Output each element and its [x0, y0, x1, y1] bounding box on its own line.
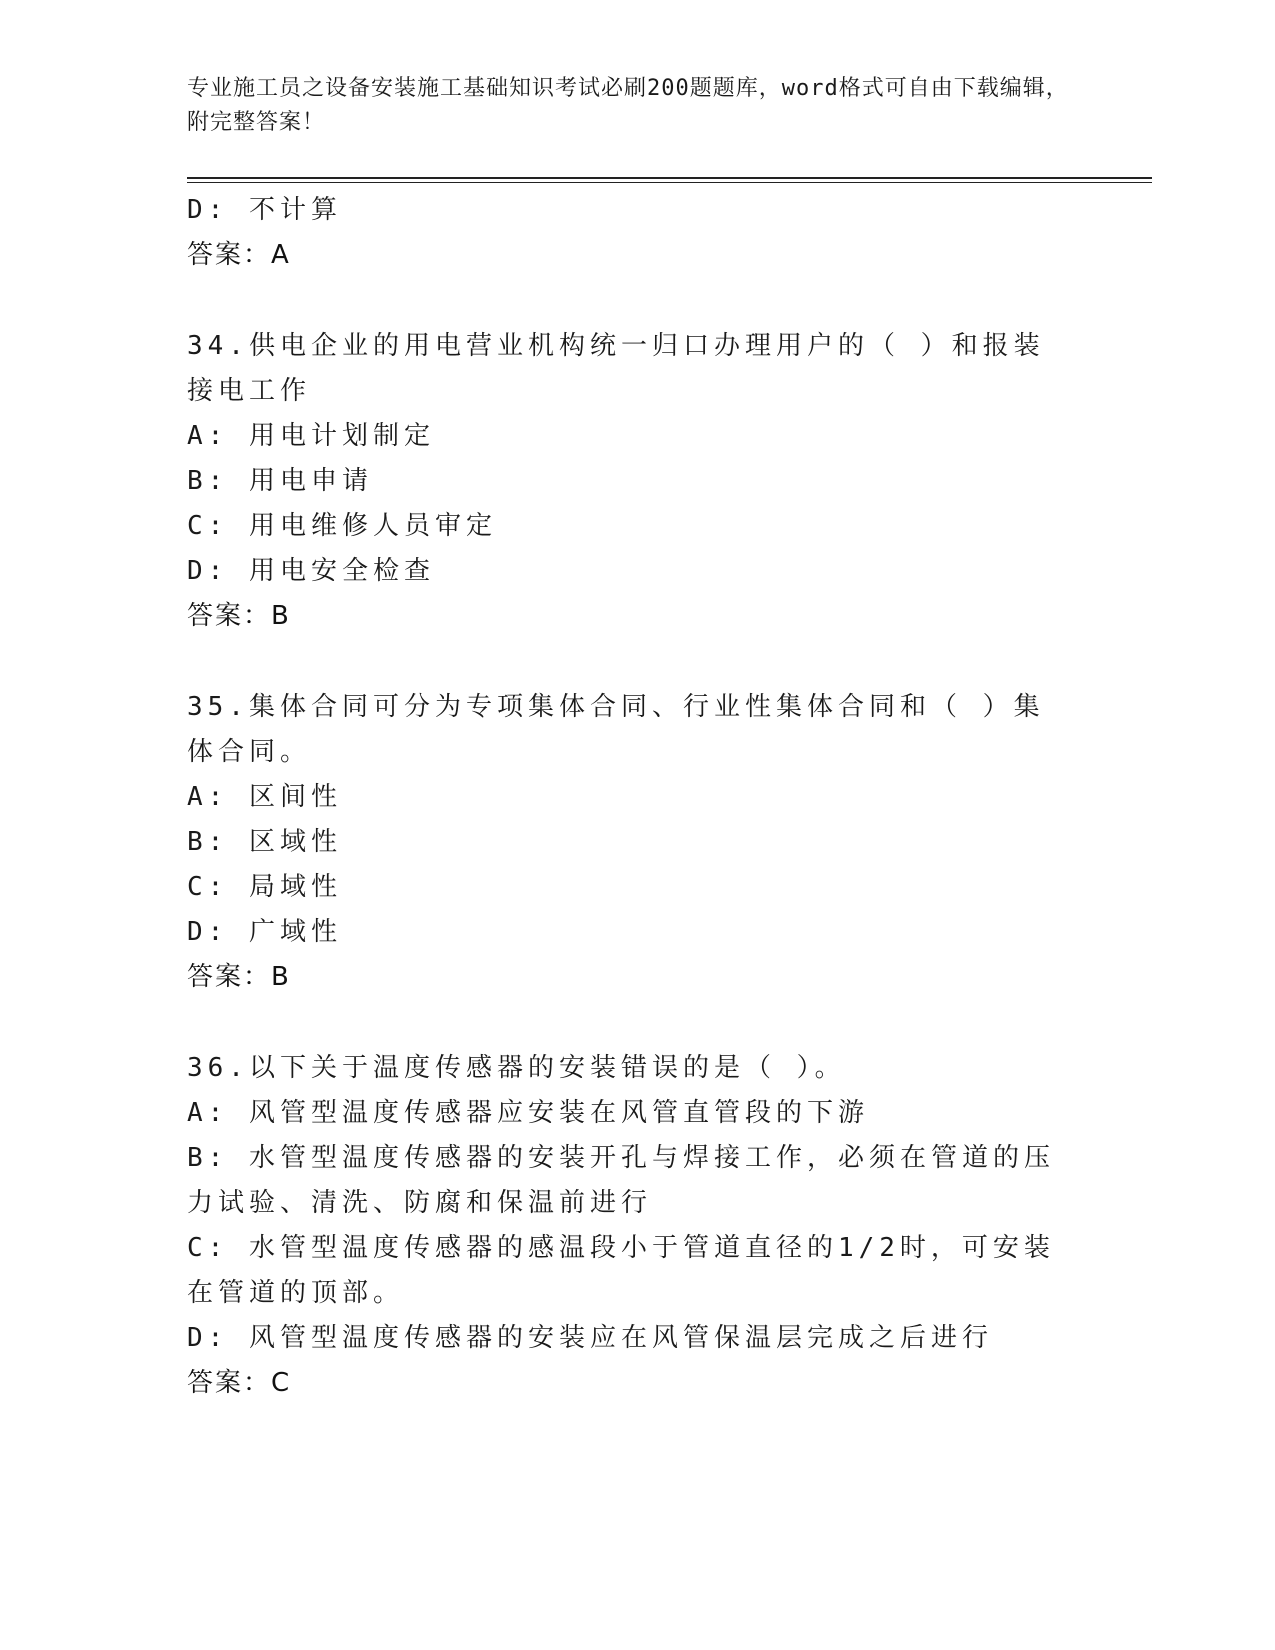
answer: 答案：A — [187, 240, 291, 270]
option-c: C: 水管型温度传感器的感温段小于管道直径的1/2时，可安装在管道的顶部。 — [187, 1233, 1055, 1308]
option-d: D: 广域性 — [187, 917, 342, 947]
option-d: D: 用电安全检查 — [187, 556, 435, 586]
question-text: 34.供电企业的用电营业机构统一归口办理用户的（ ）和报装接电工作 — [187, 331, 1045, 406]
answer: 答案：B — [187, 601, 291, 631]
answer: 答案：B — [187, 962, 291, 992]
question-item — [187, 685, 1087, 1000]
option-a: A: 风管型温度传感器应安装在风管直管段的下游 — [187, 1098, 869, 1128]
spacer — [187, 639, 1087, 685]
question-item — [187, 324, 1087, 639]
question-list — [187, 188, 1087, 1406]
option-a: A: 用电计划制定 — [187, 421, 435, 451]
option-c: C: 局域性 — [187, 872, 342, 902]
answer: 答案：C — [187, 1368, 292, 1398]
question-text: 35.集体合同可分为专项集体合同、行业性集体合同和（ ）集体合同。 — [187, 692, 1045, 767]
option-d: D: 不计算 — [187, 195, 342, 225]
question-item — [187, 1046, 1087, 1406]
option-a: A: 区间性 — [187, 782, 342, 812]
question-text: 36.以下关于温度传感器的安装错误的是（ ）。 — [187, 1053, 846, 1083]
header-divider-thin — [187, 182, 1152, 183]
option-d: D: 风管型温度传感器的安装应在风管保温层完成之后进行 — [187, 1323, 993, 1353]
document-header: 专业施工员之设备安装施工基础知识考试必刷200题题库，word格式可自由下载编辑，附完整答案！ — [187, 76, 1069, 135]
option-b: B: 用电申请 — [187, 466, 373, 496]
header-divider — [187, 177, 1152, 179]
option-b: B: 水管型温度传感器的安装开孔与焊接工作，必须在管道的压力试验、清洗、防腐和保温前进行 — [187, 1143, 1055, 1218]
spacer — [187, 1000, 1087, 1046]
option-c: C: 用电维修人员审定 — [187, 511, 497, 541]
option-b: B: 区域性 — [187, 827, 342, 857]
spacer — [187, 278, 1087, 324]
